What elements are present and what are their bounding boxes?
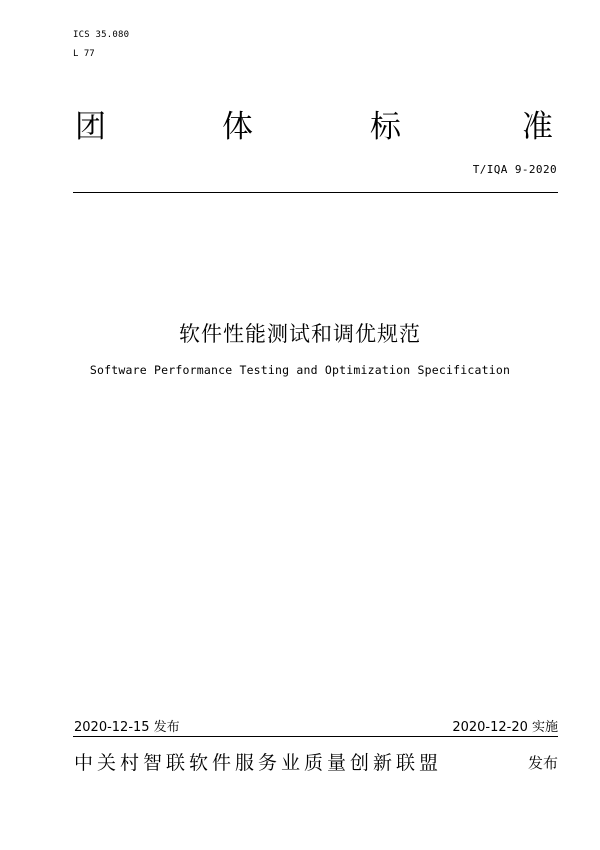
document-title-english: Software Performance Testing and Optimization Specification [89, 363, 511, 377]
bottom-divider [73, 736, 558, 737]
standard-type-char-3: 标 [370, 109, 401, 145]
document-title-chinese: 软件性能测试和调优规范 [179, 322, 421, 346]
implementation-date: 2020-12-20 实施 [452, 720, 558, 735]
standard-type-char-1: 团 [75, 109, 106, 145]
standard-type-title [75, 108, 555, 146]
publish-date: 2020-12-15 发布 [74, 720, 180, 735]
issue-label: 发布 [527, 754, 558, 772]
ics-code: ICS 35.080 [73, 30, 130, 40]
standard-number: T/IQA 9-2020 [472, 163, 557, 176]
ccs-code: L 77 [73, 49, 95, 59]
top-divider [73, 192, 558, 193]
standard-type-char-4: 准 [522, 109, 553, 145]
issuer-name: 中关村智联软件服务业质量创新联盟 [74, 752, 443, 774]
standard-type-char-2: 体 [222, 109, 253, 145]
